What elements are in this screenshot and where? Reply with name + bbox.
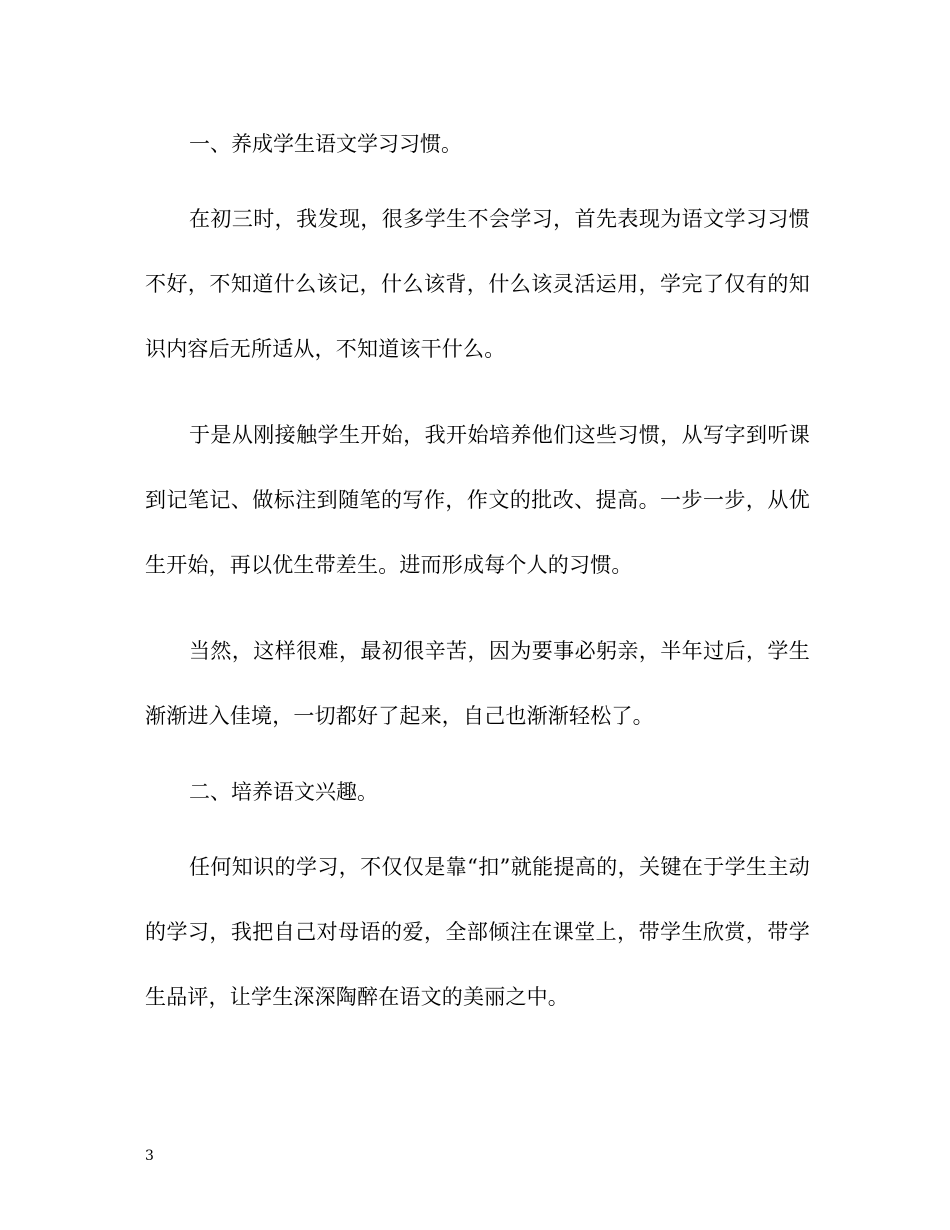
paragraph-problem: 在初三时，我发现，很多学生不会学习，首先表现为语文学习习惯不好，不知道什么该记，什么该背，什么该灵活运用，学完了仅有的知识内容后无所适从，不知道该干什么。 <box>145 207 810 361</box>
section-heading-interest: 二、培养语文兴趣。 <box>189 780 378 804</box>
paragraph-approach: 于是从刚接触学生开始，我开始培养他们这些习惯，从写字到听课到记笔记、做标注到随笔的写作，作文的批改、提高。一步一步，从优生开始，再以优生带差生。进而形成每个人的习惯。 <box>145 423 810 577</box>
document-body <box>145 122 810 1051</box>
paragraph-result: 当然，这样很难，最初很辛苦，因为要事必躬亲，半年过后，学生渐渐进入佳境，一切都好了起来，自己也渐渐轻松了。 <box>145 639 810 728</box>
section-heading-habits: 一、养成学生语文学习习惯。 <box>189 132 462 156</box>
paragraph-interest: 任何知识的学习，不仅仅是靠“扣”就能提高的，关键在于学生主动的学习，我把自己对母语的爱，全部倾注在课堂上，带学生欣赏，带学生品评，让学生深深陶醉在语文的美丽之中。 <box>145 855 810 1009</box>
page-number: 3 <box>145 1148 154 1164</box>
